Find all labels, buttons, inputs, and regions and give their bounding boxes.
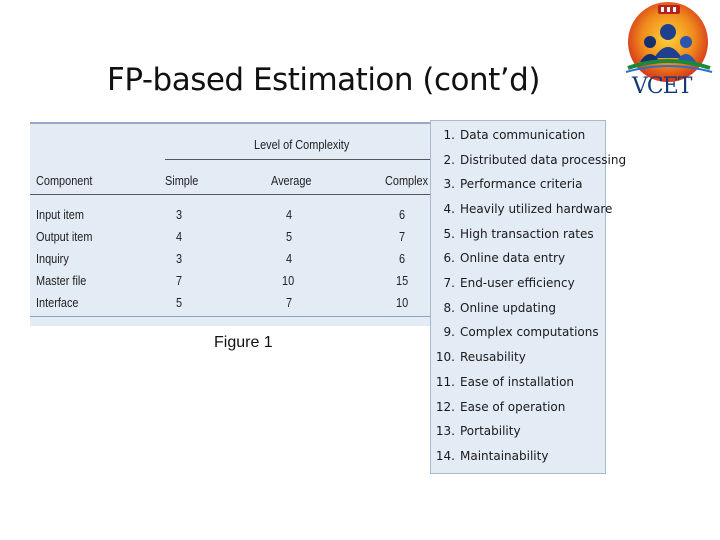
slide-title: FP-based Estimation (cont’d)	[107, 62, 540, 98]
list-item-number: 7.	[443, 276, 455, 290]
cell-average: 10	[282, 273, 295, 288]
list-item-number: 6.	[443, 251, 455, 265]
list-item-text: Online updating	[460, 301, 556, 315]
factors-list	[430, 120, 627, 474]
list-item-text: Maintainability	[460, 449, 549, 463]
logo-text: VCET	[632, 74, 692, 99]
header-rule	[30, 194, 432, 195]
list-item-number: 14.	[435, 449, 455, 463]
table-bottom-rule	[30, 316, 432, 317]
complexity-group-header: Level of Complexity	[254, 137, 350, 152]
list-item-number: 4.	[443, 202, 455, 216]
list-item-text: Performance criteria	[460, 177, 583, 191]
cell-simple: 4	[176, 229, 183, 244]
list-item-number: 10.	[435, 350, 455, 364]
cell-complex: 15	[396, 273, 409, 288]
row-component: Master file	[36, 273, 87, 288]
cell-average: 7	[286, 295, 293, 310]
list-item-text: Heavily utilized hardware	[460, 202, 613, 216]
list-item-text: End-user efficiency	[460, 276, 575, 290]
cell-complex: 7	[399, 229, 406, 244]
list-item-text: Data communication	[460, 128, 586, 142]
cell-average: 4	[286, 207, 293, 222]
list-item-number: 13.	[435, 424, 455, 438]
list-item-text: Reusability	[460, 350, 526, 364]
group-header-rule	[165, 159, 432, 160]
cell-simple: 3	[176, 251, 183, 266]
list-item-number: 11.	[435, 375, 455, 389]
list-item-number: 3.	[443, 177, 455, 191]
cell-complex: 6	[399, 207, 406, 222]
cell-complex: 10	[396, 295, 409, 310]
list-item-number: 2.	[443, 153, 455, 167]
cell-complex: 6	[399, 251, 406, 266]
list-item-text: Ease of installation	[460, 375, 575, 389]
cell-simple: 5	[176, 295, 183, 310]
column-header-component: Component	[36, 173, 93, 188]
column-header-simple: Simple	[165, 173, 199, 188]
figure-caption: Figure 1	[214, 334, 273, 351]
list-item-text: Distributed data processing	[460, 153, 627, 167]
column-header-average: Average	[271, 173, 312, 188]
cell-simple: 7	[176, 273, 183, 288]
row-component: Inquiry	[36, 251, 69, 266]
row-component: Interface	[36, 295, 79, 310]
list-item-number: 9.	[443, 325, 455, 339]
list-item-number: 1.	[443, 128, 455, 142]
list-item-number: 5.	[443, 227, 455, 241]
list-item-text: High transaction rates	[460, 227, 594, 241]
list-item-number: 8.	[443, 301, 455, 315]
list-item-number: 12.	[435, 400, 455, 414]
list-item-text: Complex computations	[460, 325, 599, 339]
complexity-table	[30, 122, 432, 326]
cell-simple: 3	[176, 207, 183, 222]
list-item-text: Ease of operation	[460, 400, 566, 414]
cell-average: 4	[286, 251, 293, 266]
cell-average: 5	[286, 229, 293, 244]
list-item-text: Portability	[460, 424, 521, 438]
list-item-text: Online data entry	[460, 251, 566, 265]
row-component: Input item	[36, 207, 84, 222]
row-component: Output item	[36, 229, 93, 244]
column-header-complex: Complex	[385, 173, 429, 188]
